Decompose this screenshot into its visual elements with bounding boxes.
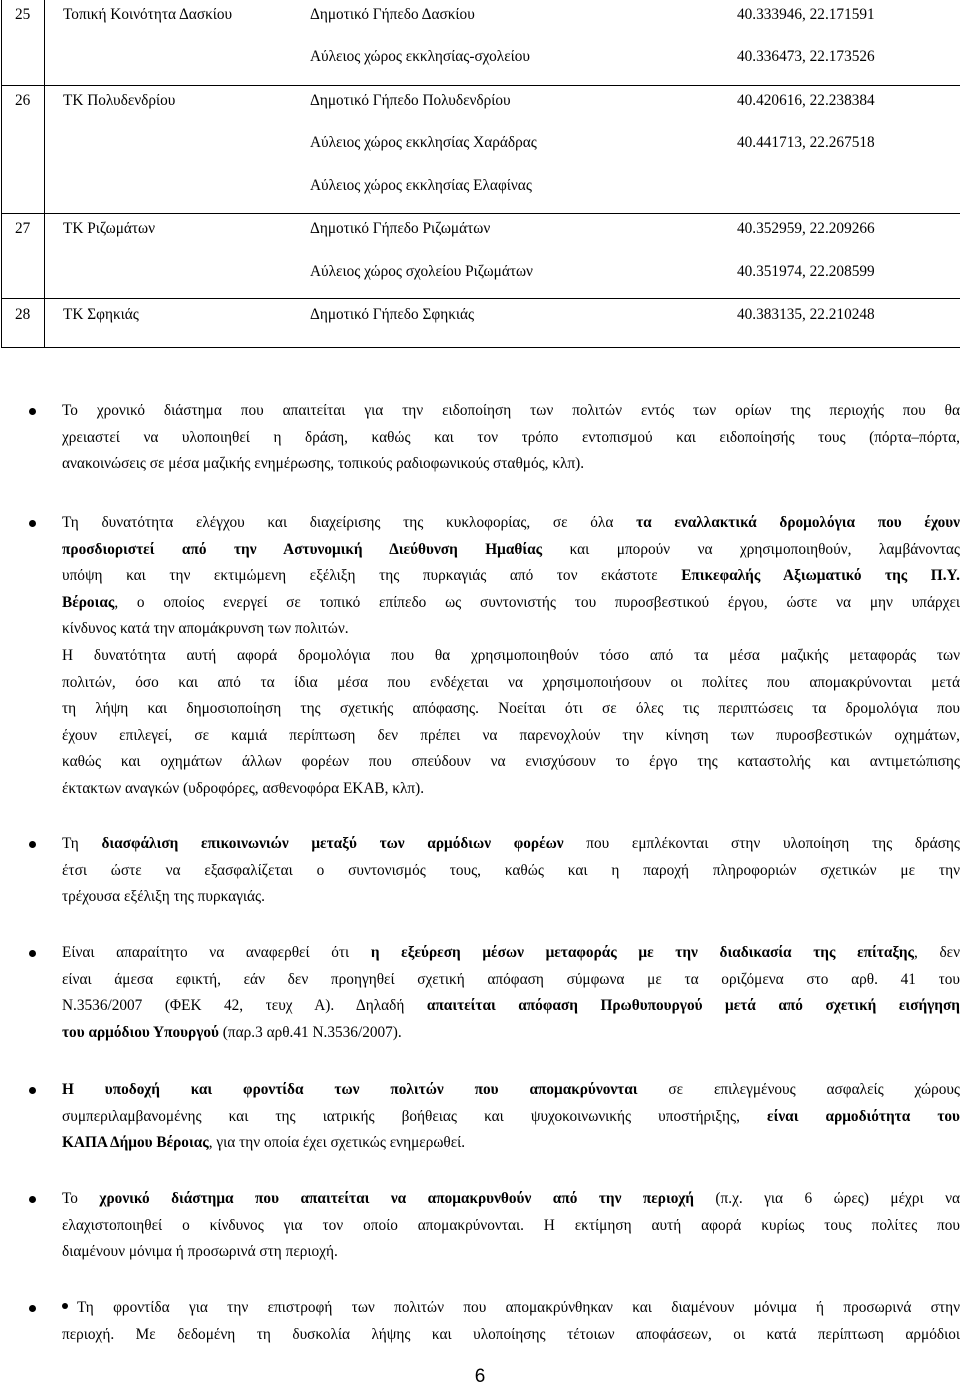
table-row-divider xyxy=(2,298,960,299)
bullet-icon xyxy=(29,1087,36,1094)
text-run: Τη xyxy=(62,835,102,852)
paragraph-line: είναι άμεσα εφικτή, εάν δεν προηγηθεί σχετική απόφαση σύμφωνα με τα οριζόμενα στο αρθ. 41 του xyxy=(62,970,960,988)
text-run: Τη δυνατότητα ελέγχου και διαχείρισης της κυκλοφορίας, σε όλα xyxy=(62,514,637,531)
row-number: 26 xyxy=(15,92,31,109)
text-run: , δεν xyxy=(913,944,960,961)
text-run: και μπορούν να χρησιμοποιηθούν, λαμβάνοντας xyxy=(542,540,960,558)
coordinates: 40.351974, 22.208599 xyxy=(737,263,875,280)
bullet-item xyxy=(62,940,960,1046)
coordinates: 40.336473, 22.173526 xyxy=(737,48,875,65)
text-run: υπόψη και την εκτιμώμενη εξέλιξη της πυρκαγιάς από τον εκάστοτε xyxy=(62,567,682,585)
paragraph-line: διαμένουν μόνιμα ή προσωρινά στη περιοχή. xyxy=(62,1243,338,1261)
bullet-item xyxy=(62,510,960,803)
bullet-icon xyxy=(29,520,36,527)
text-run: που εμπλέκονται στην υλοποίηση της δράσης xyxy=(563,835,960,852)
locations-table xyxy=(1,0,960,348)
paragraph-line xyxy=(62,1130,960,1157)
table-row-divider xyxy=(2,213,960,214)
bullet-item xyxy=(62,398,960,478)
paragraph-line: ανακοινώσεις σε μέσα μαζικής ενημέρωσης, τοπικούς ραδιοφωνικούς σταθμός, κλπ). xyxy=(62,455,585,473)
coordinates: 40.441713, 22.267518 xyxy=(737,134,875,151)
place-name: Αύλειος χώρος εκκλησίας Χαράδρας xyxy=(310,134,537,151)
paragraph-line xyxy=(62,831,960,858)
bullet-icon xyxy=(62,1303,68,1309)
coordinates: 40.352959, 22.209266 xyxy=(737,220,875,237)
bullet-icon xyxy=(29,841,36,848)
bullet-icon xyxy=(29,950,36,957)
paragraph-line xyxy=(62,563,960,590)
paragraph-line xyxy=(62,537,960,564)
bold-text: προσδιοριστεί από την Αστυνομική Διεύθυνση Ημαθίας xyxy=(62,540,543,558)
text-run: , για την οποία έχει σχετικώς ενημερωθεί. xyxy=(208,1134,466,1152)
text-run: σε επιλεγμένους ασφαλείς χώρους xyxy=(637,1081,960,1098)
paragraph-line: έκτακτων αναγκών (υδροφόρες, ασθενοφόρα ΕΚΑΒ, κλπ). xyxy=(62,779,425,797)
text-run: Τη φροντίδα για την επιστροφή των πολιτών που απομακρύνθηκαν και διαμένουν μόνιμα ή προσωρινά στην xyxy=(77,1299,960,1316)
community-name: ΤΚ Σφηκιάς xyxy=(63,306,139,323)
paragraph-line xyxy=(62,1020,960,1047)
paragraph-line: ελαχιστοποιηθεί ο κίνδυνος για τον οποίο απομακρύνονται. Η εκτίμηση αυτή αφορά κυρίως τους πολίτες που xyxy=(62,1216,960,1234)
page-number: 6 xyxy=(474,1366,486,1387)
paragraph-line xyxy=(62,590,960,617)
text-run: Ν.3536/2007 (ΦΕΚ 42, τευχ Α). Δηλαδή xyxy=(62,997,427,1015)
bullet-icon xyxy=(29,1305,36,1312)
bold-text: ΚΑΠΑ Δήμου Βέροιας xyxy=(62,1134,209,1152)
paragraph-line xyxy=(62,1104,960,1131)
text-run: , ο οποίος ενεργεί σε τοπικό επίπεδο ως συντονιστής του πυροσβεστικού έργου, ώστε να μην υπάρχει xyxy=(114,593,960,611)
bullet-item xyxy=(62,1295,960,1348)
bullet-icon xyxy=(29,408,36,415)
coordinates: 40.333946, 22.171591 xyxy=(737,6,875,23)
bold-text: είναι αρμοδιότητα του xyxy=(767,1107,960,1125)
paragraph-line xyxy=(62,510,960,537)
bullet-item xyxy=(62,831,960,911)
coordinates: 40.383135, 22.210248 xyxy=(737,306,875,323)
community-name: ΤΚ Πολυδενδρίου xyxy=(63,92,176,109)
place-name: Αύλειος χώρος εκκλησίας Ελαφίνας xyxy=(310,177,532,194)
text-run: συμπεριλαμβανομένης και της ιατρικής βοήθειας και ψυχοκοινωνικής υποστήριξης, xyxy=(62,1107,768,1125)
paragraph-line xyxy=(62,940,960,967)
paragraph-line: τη λήψη και δημοσιοποίηση της σχετικής απόφασης. Νοείται ότι σε όλες τις περιπτώσεις τα δρομολόγια που xyxy=(62,700,960,718)
paragraph-line: χρειαστεί να υλοποιηθεί η δράση, καθώς και τον τρόπο εντοπισμού και ειδοποίησής τους (πόρτα–πόρτα, xyxy=(62,428,960,446)
place-name: Αύλειος χώρος σχολείου Ριζωμάτων xyxy=(310,263,533,280)
table-column-divider xyxy=(44,0,45,347)
paragraph-line: περιοχή. Με δεδομένη τη δυσκολία λήψης και υλοποίησης τέτοιων αποφάσεων, οι κατά περίπτωση αρμόδιοι xyxy=(62,1325,960,1343)
bold-text: απαιτείται απόφαση Πρωθυπουργού μετά από σχετική εισήγηση xyxy=(426,997,960,1015)
paragraph-line xyxy=(62,1295,960,1322)
text-run: Το xyxy=(62,1190,100,1207)
paragraph-line: έτσι ώστε να εξασφαλίζεται ο συντονισμός τους, καθώς και η παροχή πληροφοριών σχετικών με την xyxy=(62,861,960,879)
paragraph-line xyxy=(62,1077,960,1104)
community-name: Τοπική Κοινότητα Δασκίου xyxy=(63,6,233,23)
bold-text: χρονικό διάστημα που απαιτείται να απομακρυνθούν από την περιοχή xyxy=(99,1190,694,1207)
paragraph-line: Η δυνατότητα αυτή αφορά δρομολόγια που θα χρησιμοποιηθούν τόσο από τα μέσα μαζικής μεταφοράς των xyxy=(62,646,960,664)
place-name: Δημοτικό Γήπεδο Ριζωμάτων xyxy=(310,220,491,237)
place-name: Δημοτικό Γήπεδο Πολυδενδρίου xyxy=(310,92,511,109)
bold-text: τα εναλλακτικά δρομολόγια που έχουν xyxy=(636,514,960,531)
place-name: Αύλειος χώρος εκκλησίας-σχολείου xyxy=(310,48,530,65)
bold-text: Βέροιας xyxy=(62,593,115,611)
paragraph-line: κίνδυνος κατά την απομάκρυνση των πολιτών. xyxy=(62,620,349,638)
bullet-icon xyxy=(29,1196,36,1203)
bold-text: Η υποδοχή και φροντίδα των πολιτών που απομακρύνονται xyxy=(62,1081,638,1098)
bold-text: η εξεύρεση μέσων μεταφοράς με την διαδικασία της επίταξης xyxy=(370,944,914,961)
community-name: ΤΚ Ριζωμάτων xyxy=(63,220,156,237)
bold-text: του αρμόδιου Υπουργού xyxy=(62,1023,219,1041)
paragraph-line: τρέχουσα εξέλιξη της πυρκαγιάς. xyxy=(62,888,265,906)
bold-text: διασφάλιση επικοινωνιών μεταξύ των αρμόδιων φορέων xyxy=(101,835,564,852)
text-run: (π.χ. για 6 ώρες) μέχρι να xyxy=(693,1190,960,1207)
paragraph-line: έχουν επιλεγεί, σε καμιά περίπτωση δεν πρέπει να παρενοχλούν την κίνηση των πυροσβεστικών οχημάτων, xyxy=(62,726,960,744)
bullet-item xyxy=(62,1077,960,1157)
text-run: (παρ.3 αρθ.41 Ν.3536/2007). xyxy=(218,1023,402,1041)
paragraph-line: Το χρονικό διάστημα που απαιτείται για την ειδοποίηση των πολιτών εντός των ορίων της περιοχής που θα xyxy=(62,402,960,419)
place-name: Δημοτικό Γήπεδο Σφηκιάς xyxy=(310,306,475,323)
row-number: 25 xyxy=(15,6,31,23)
paragraph-line: καθώς και οχημάτων άλλων φορέων που σπεύδουν να ενισχύσουν το έργο της καταστολής και αντιμετώπισης xyxy=(62,753,960,771)
paragraph-line xyxy=(62,1186,960,1213)
bullet-item xyxy=(62,1186,960,1266)
paragraph-line xyxy=(62,993,960,1020)
table-row-divider xyxy=(2,85,960,86)
place-name: Δημοτικό Γήπεδο Δασκίου xyxy=(310,6,475,23)
row-number: 27 xyxy=(15,220,31,237)
bold-text: Επικεφαλής Αξιωματικό της Π.Υ. xyxy=(681,567,960,585)
text-run: Είναι απαραίτητο να αναφερθεί ότι xyxy=(62,944,371,961)
row-number: 28 xyxy=(15,306,31,323)
paragraph-line: πολιτών, όσο και από τα ίδια μέσα που ενδέχεται να χρησιμοποιήσουν οι πολίτες που απομακρύνονται μετά xyxy=(62,673,960,691)
coordinates: 40.420616, 22.238384 xyxy=(737,92,875,109)
